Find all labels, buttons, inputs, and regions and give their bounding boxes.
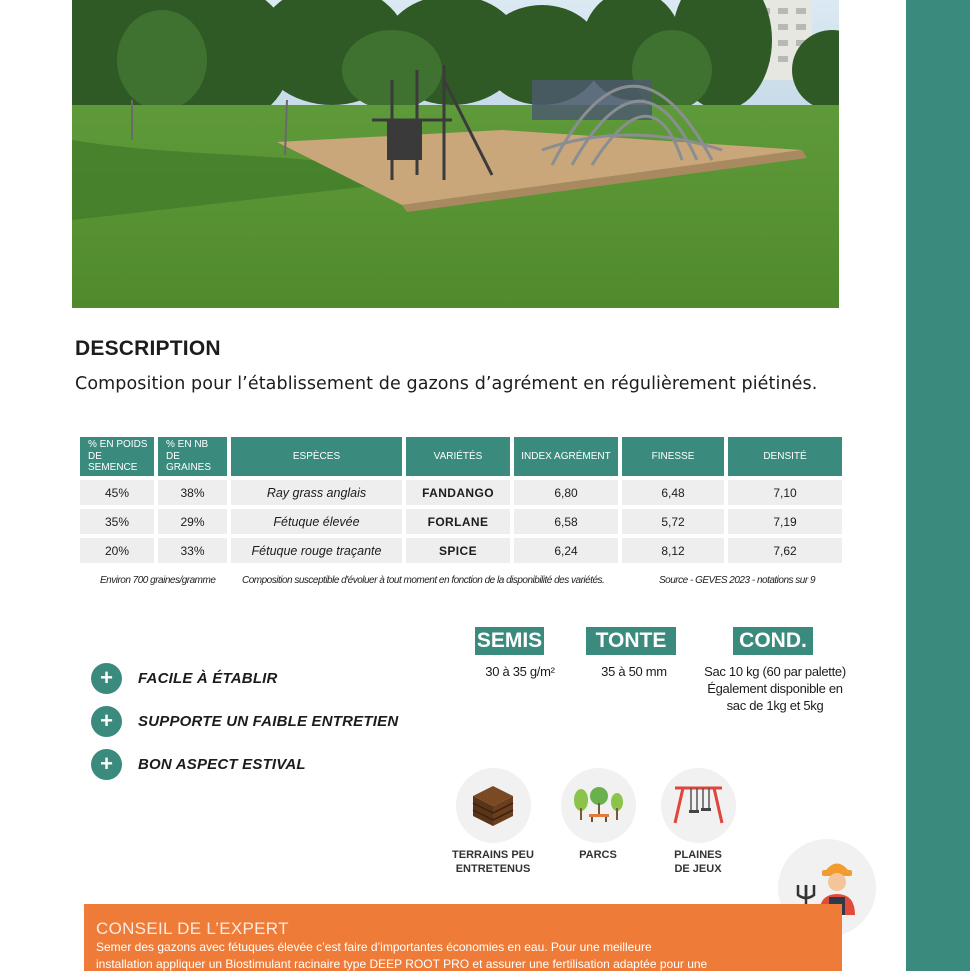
feature-item xyxy=(91,663,278,694)
header-nb-graines: % EN NB DE GRAINES xyxy=(158,437,227,476)
cell-densite: 7,10 xyxy=(728,480,842,505)
feature-label: BON ASPECT ESTIVAL xyxy=(138,756,306,773)
use-label-line: DE JEUX xyxy=(674,863,722,876)
cell-index: 6,24 xyxy=(514,538,618,563)
note-graines: Environ 700 graines/gramme xyxy=(100,575,216,586)
header-densite: DENSITÉ xyxy=(728,437,842,476)
cell-espece: Ray grass anglais xyxy=(231,480,402,505)
cell-espece: Fétuque élevée xyxy=(231,509,402,534)
cell-poids: 20% xyxy=(80,538,154,563)
cell-poids: 35% xyxy=(80,509,154,534)
cond-line-3: sac de 1kg et 5kg xyxy=(726,697,824,713)
feature-label: FACILE À ÉTABLIR xyxy=(138,670,278,687)
cond-value xyxy=(693,664,857,715)
swing-icon xyxy=(661,768,736,843)
cell-variete: SPICE xyxy=(406,538,510,563)
playground-park-photo xyxy=(72,0,839,308)
semis-value: 30 à 35 g/m² xyxy=(485,664,555,679)
header-poids: % EN POIDS DE SEMENCE xyxy=(80,437,154,476)
side-accent-bar xyxy=(906,0,970,971)
use-label-parcs xyxy=(548,848,648,862)
expert-advice-box xyxy=(84,904,842,971)
plus-icon: + xyxy=(91,706,122,737)
use-label-line: PARCS xyxy=(579,849,617,861)
header-finesse: FINESSE xyxy=(622,437,724,476)
table-header-row xyxy=(80,437,842,476)
header-index: INDEX AGRÉMENT xyxy=(514,437,618,476)
park-trees-icon xyxy=(561,768,636,843)
table-row xyxy=(80,509,842,534)
cell-finesse: 5,72 xyxy=(622,509,724,534)
cell-nb: 29% xyxy=(158,509,227,534)
cell-densite: 7,19 xyxy=(728,509,842,534)
cell-espece: Fétuque rouge traçante xyxy=(231,538,402,563)
expert-advice-title: CONSEIL DE L’EXPERT xyxy=(96,919,289,938)
composition-table xyxy=(76,433,846,567)
feature-item xyxy=(91,749,306,780)
cell-finesse: 8,12 xyxy=(622,538,724,563)
cond-line-2: Également disponible en xyxy=(707,680,843,696)
cell-variete: FANDANGO xyxy=(406,480,510,505)
semis-badge: SEMIS xyxy=(475,627,544,655)
cell-variete: FORLANE xyxy=(406,509,510,534)
cell-poids: 45% xyxy=(80,480,154,505)
expert-advice-line-2: installation appliquer un Biostimulant racinaire type DEEP ROOT PRO et assurer une fertilisation adaptée pour une xyxy=(96,956,708,971)
soil-cube-icon xyxy=(456,768,531,843)
use-label-line: TERRAINS PEU xyxy=(452,849,534,861)
use-label-line: PLAINES xyxy=(674,849,722,861)
use-label-line: ENTRETENUS xyxy=(455,863,531,876)
use-label-plaines xyxy=(648,848,748,877)
table-row xyxy=(80,538,842,563)
description-title: DESCRIPTION xyxy=(75,337,221,360)
cell-densite: 7,62 xyxy=(728,538,842,563)
cell-nb: 38% xyxy=(158,480,227,505)
cell-finesse: 6,48 xyxy=(622,480,724,505)
expert-advice-line-1: Semer des gazons avec fétuques élevée c’est faire d’importantes économies en eau. Pour une meilleure xyxy=(96,940,652,954)
table-row xyxy=(80,480,842,505)
cell-index: 6,58 xyxy=(514,509,618,534)
cell-index: 6,80 xyxy=(514,480,618,505)
tonte-badge: TONTE xyxy=(586,627,676,655)
description-text: Composition pour l’établissement de gazons d’agrément en régulièrement piétinés. xyxy=(75,374,818,394)
plus-icon: + xyxy=(91,749,122,780)
note-composition: Composition susceptible d'évoluer à tout moment en fonction de la disponibilité des variétés. xyxy=(242,575,605,586)
cond-line-1: Sac 10 kg (60 par palette) xyxy=(704,664,846,679)
tonte-value: 35 à 50 mm xyxy=(601,664,667,679)
use-label-terrains xyxy=(443,848,543,877)
plus-icon: + xyxy=(91,663,122,694)
cell-nb: 33% xyxy=(158,538,227,563)
note-source: Source - GEVES 2023 - notations sur 9 xyxy=(659,575,816,586)
header-especes: ESPÈCES xyxy=(231,437,402,476)
feature-label: SUPPORTE UN FAIBLE ENTRETIEN xyxy=(138,713,399,730)
cond-badge: COND. xyxy=(733,627,813,655)
feature-item xyxy=(91,706,398,737)
header-varietes: VARIÉTÉS xyxy=(406,437,510,476)
